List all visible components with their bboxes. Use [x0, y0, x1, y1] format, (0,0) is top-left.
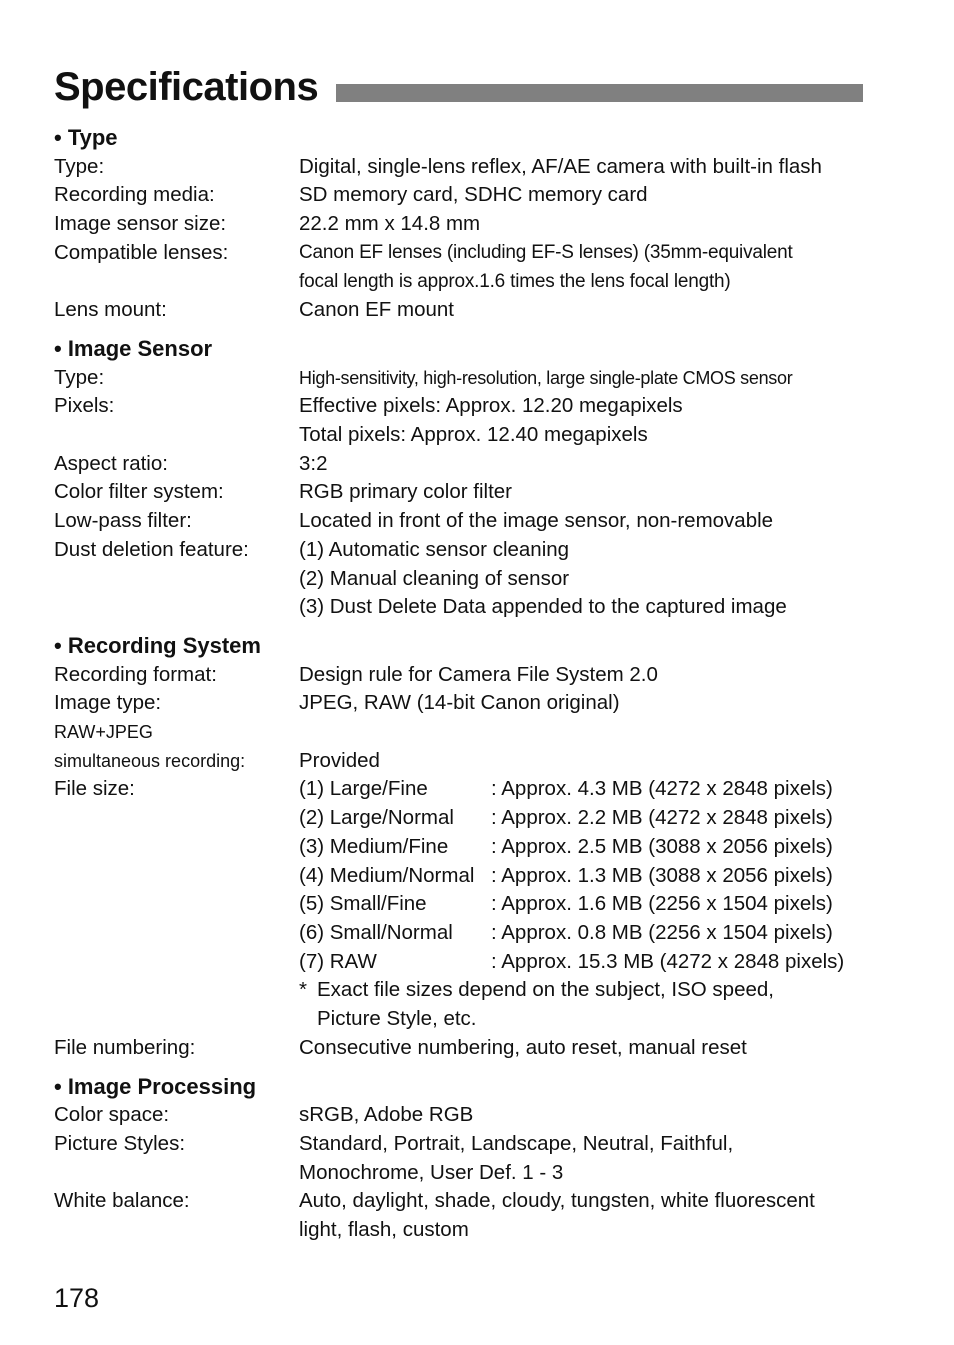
section-heading-type: • Type [54, 125, 118, 150]
file-size-detail: : Approx. 2.2 MB (4272 x 2848 pixels) [491, 806, 833, 830]
spec-value [299, 181, 874, 210]
spec-value-line: Auto, daylight, shade, cloudy, tungsten, white fluorescent [299, 1189, 815, 1213]
note-line: Exact file sizes depend on the subject, ISO speed, [317, 978, 774, 1002]
spec-row [54, 661, 874, 690]
spec-label: simultaneous recording: [54, 750, 246, 771]
file-size-name: (5) Small/Fine [299, 892, 427, 916]
spec-value-line: (2) Manual cleaning of sensor [299, 566, 570, 590]
spec-label: File size: [54, 777, 135, 801]
spec-row [54, 1101, 874, 1130]
spec-value-line: Monochrome, User Def. 1 - 3 [299, 1160, 564, 1184]
spec-row [54, 478, 874, 507]
file-size-detail: : Approx. 0.8 MB (2256 x 1504 pixels) [491, 920, 833, 944]
spec-value [299, 210, 874, 239]
spec-row [54, 392, 874, 449]
spec-value [299, 661, 874, 690]
spec-value-line: 3:2 [299, 451, 328, 475]
spec-value-line: Provided [299, 748, 380, 772]
spec-content [54, 124, 874, 1245]
spec-value-line: JPEG, RAW (14-bit Canon original) [299, 691, 620, 715]
spec-row [54, 536, 874, 622]
spec-value [299, 689, 874, 718]
file-size-detail: : Approx. 2.5 MB (3088 x 2056 pixels) [491, 834, 833, 858]
spec-row [54, 718, 874, 747]
spec-value-line: Total pixels: Approx. 12.40 megapixels [299, 423, 648, 447]
spec-value-line: light, flash, custom [299, 1218, 469, 1242]
file-size-name: (6) Small/Normal [299, 920, 453, 944]
spec-value [299, 239, 874, 296]
file-size-detail: : Approx. 15.3 MB (4272 x 2848 pixels) [491, 949, 845, 973]
file-size-name: (3) Medium/Fine [299, 834, 449, 858]
spec-value [299, 1101, 874, 1130]
spec-value-line: Design rule for Camera File System 2.0 [299, 662, 658, 686]
spec-row [54, 239, 874, 296]
spec-value [299, 364, 874, 393]
spec-value-line: Consecutive numbering, auto reset, manual reset [299, 1035, 747, 1059]
section-heading-image-processing: • Image Processing [54, 1073, 257, 1099]
spec-value-line: High-sensitivity, high-resolution, large single-plate CMOS sensor [299, 367, 793, 388]
spec-value-line: sRGB, Adobe RGB [299, 1103, 474, 1127]
file-size-detail: : Approx. 4.3 MB (4272 x 2848 pixels) [491, 777, 833, 801]
spec-row [54, 210, 874, 239]
spec-label: Image sensor size: [54, 212, 227, 236]
file-size-item [299, 862, 874, 891]
spec-label: Aspect ratio: [54, 451, 168, 475]
file-size-name: (2) Large/Normal [299, 806, 454, 830]
title-rule [336, 84, 863, 102]
spec-label: Compatible lenses: [54, 240, 229, 264]
spec-label: Recording format: [54, 662, 217, 686]
spec-value-line: (1) Automatic sensor cleaning [299, 537, 570, 561]
file-size-item [299, 948, 874, 977]
spec-label: Color space: [54, 1103, 170, 1127]
spec-row [54, 153, 874, 182]
spec-value-line: Standard, Portrait, Landscape, Neutral, Faithful, [299, 1131, 734, 1155]
spec-label: Lens mount: [54, 298, 167, 322]
spec-row [54, 747, 874, 776]
spec-label: Picture Styles: [54, 1131, 186, 1155]
spec-value-line: Canon EF lenses (including EF-S lenses) (35mm-equivalent [299, 241, 793, 263]
spec-row [54, 1187, 874, 1244]
file-size-item [299, 919, 874, 948]
spec-row [54, 364, 874, 393]
file-size-note [299, 976, 874, 1033]
spec-label: Type: [54, 154, 105, 178]
spec-value [299, 478, 874, 507]
file-size-item [299, 890, 874, 919]
spec-value [299, 392, 874, 449]
spec-value-line: Canon EF mount [299, 298, 454, 322]
spec-value-line: (3) Dust Delete Data appended to the captured image [299, 595, 787, 619]
spec-label: Type: [54, 365, 105, 389]
file-size-name: (4) Medium/Normal [299, 863, 475, 887]
spec-value [299, 718, 874, 747]
spec-row-file-size [54, 775, 874, 1033]
spec-label: File numbering: [54, 1035, 196, 1059]
spec-value [299, 450, 874, 479]
page-title: Specifications [54, 65, 319, 109]
spec-row [54, 450, 874, 479]
spec-value-line: 22.2 mm x 14.8 mm [299, 212, 481, 236]
spec-label: Recording media: [54, 183, 215, 207]
file-size-item [299, 775, 874, 804]
spec-label: Color filter system: [54, 480, 224, 504]
spec-value [299, 1187, 874, 1244]
spec-value-line: Digital, single-lens reflex, AF/AE camera with built-in flash [299, 154, 822, 178]
file-size-detail: : Approx. 1.6 MB (2256 x 1504 pixels) [491, 892, 833, 916]
spec-value-line: Located in front of the image sensor, non-removable [299, 509, 774, 533]
file-size-name: (7) RAW [299, 949, 377, 973]
spec-row [54, 1130, 874, 1187]
note-asterisk: * [299, 978, 307, 1002]
spec-value-line: Effective pixels: Approx. 12.20 megapixels [299, 394, 683, 418]
spec-row [54, 689, 874, 718]
spec-row [54, 181, 874, 210]
spec-label: Dust deletion feature: [54, 537, 249, 561]
note-text [317, 976, 774, 1033]
spec-value [299, 536, 874, 622]
file-size-item [299, 804, 874, 833]
spec-label: White balance: [54, 1189, 190, 1213]
section-heading-recording-system: • Recording System [54, 632, 261, 658]
spec-row [54, 507, 874, 536]
file-size-list [299, 775, 874, 1033]
spec-value [299, 747, 874, 776]
section-heading-image-sensor: • Image Sensor [54, 335, 213, 361]
spec-value [299, 296, 874, 325]
spec-value-line: SD memory card, SDHC memory card [299, 183, 648, 207]
spec-value-line: RGB primary color filter [299, 480, 513, 504]
spec-row [54, 1034, 874, 1063]
note-line: Picture Style, etc. [317, 1007, 477, 1031]
spec-label: Low-pass filter: [54, 509, 192, 533]
spec-value-line: focal length is approx.1.6 times the lens focal length) [299, 270, 731, 292]
file-size-detail: : Approx. 1.3 MB (3088 x 2056 pixels) [491, 863, 833, 887]
spec-value [299, 507, 874, 536]
spec-value [299, 1130, 874, 1187]
page-number: 178 [54, 1283, 100, 1313]
file-size-name: (1) Large/Fine [299, 777, 428, 801]
spec-value [299, 1034, 874, 1063]
spec-label: Image type: [54, 691, 162, 715]
file-size-item [299, 833, 874, 862]
spec-label: Pixels: [54, 394, 115, 418]
spec-row [54, 296, 874, 325]
spec-label: RAW+JPEG [54, 722, 153, 743]
spec-value [299, 153, 874, 182]
